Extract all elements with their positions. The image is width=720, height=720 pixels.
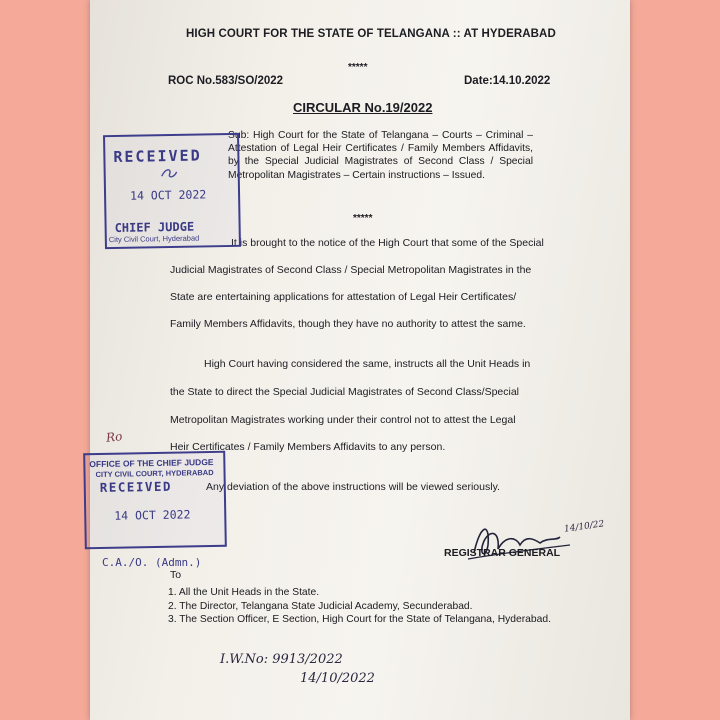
stamp-date: 14 OCT 2022: [129, 187, 207, 203]
roc-number: ROC No.583/SO/2022: [168, 75, 284, 87]
stamp-place: CITY CIVIL COURT, HYDERABAD: [95, 467, 214, 480]
paragraph-2-line: Heir Certificates / Family Members Affidavits to any person.: [170, 441, 446, 453]
subject-text: Sub: High Court for the State of Telangana – Courts – Criminal – Attestation of Legal Heir Certificates / Family Members Affidavits, by the Special Judicial Magistrates of Second Class / Special Metropolitan Magistrates – Certain instructions – Issued.: [228, 130, 533, 181]
paragraph-1-line: It is brought to the notice of the High Court that some of the Special: [231, 237, 544, 249]
office-received-stamp: [83, 451, 227, 549]
stamp-place: City Civil Court, Hyderabad: [108, 233, 200, 245]
list-item: 2. The Director, Telangana State Judicial Academy, Secunderabad.: [168, 600, 473, 612]
paragraph-1-line: State are entertaining applications for attestation of Legal Heir Certificates/: [170, 291, 517, 303]
paragraph-2-line: Metropolitan Magistrates working under their control not to attest the Legal: [170, 414, 516, 426]
stamp-officer: C.A./O. (Admn.): [102, 556, 202, 569]
paragraph-1-line: Judicial Magistrates of Second Class / Special Metropolitan Magistrates in the: [170, 264, 532, 276]
subject-stars: *****: [353, 213, 373, 224]
paragraph-3-line: Any deviation of the above instructions will be viewed seriously.: [206, 481, 500, 493]
circular-number: CIRCULAR No.19/2022: [293, 100, 433, 115]
list-item: 3. The Section Officer, E Section, High Court for the State of Telangana, Hyderabad.: [168, 614, 551, 626]
court-title: HIGH COURT FOR THE STATE OF TELANGANA :: AT HYDERABAD: [186, 28, 556, 40]
circular-date: Date:14.10.2022: [464, 75, 551, 87]
paragraph-2-line: the State to direct the Special Judicial Magistrates of Second Class/Special: [170, 386, 520, 398]
stamp-office-text: OFFICE OF THE CHIEF JUDGE: [89, 456, 214, 470]
list-item: 1. All the Unit Heads in the State.: [168, 587, 320, 598]
stamp-received-text: RECEIVED: [113, 146, 202, 167]
circular-document: [90, 0, 630, 720]
recipient-list: [168, 586, 551, 627]
paragraph-1-line: Family Members Affidavits, though they have no authority to attest the same.: [170, 318, 526, 330]
signature-date: 14/10/22: [563, 519, 605, 535]
stamp-received-text: RECEIVED: [99, 478, 173, 495]
stamp-initial-mark: [158, 166, 180, 180]
paragraph-2-line: High Court having considered the same, instructs all the Unit Heads in: [204, 358, 531, 370]
handwritten-mark: Ro: [105, 429, 123, 445]
received-stamp: [103, 133, 241, 249]
signatory-title: REGISTRAR GENERAL: [444, 547, 561, 559]
stamp-date: 14 OCT 2022: [114, 507, 191, 523]
inward-date: 14/10/2022: [300, 671, 375, 686]
header-stars: *****: [348, 62, 368, 73]
stamp-title: CHIEF JUDGE: [114, 219, 195, 236]
inward-number: I.W.No: 9913/2022: [220, 652, 343, 667]
to-label: To: [170, 569, 182, 581]
